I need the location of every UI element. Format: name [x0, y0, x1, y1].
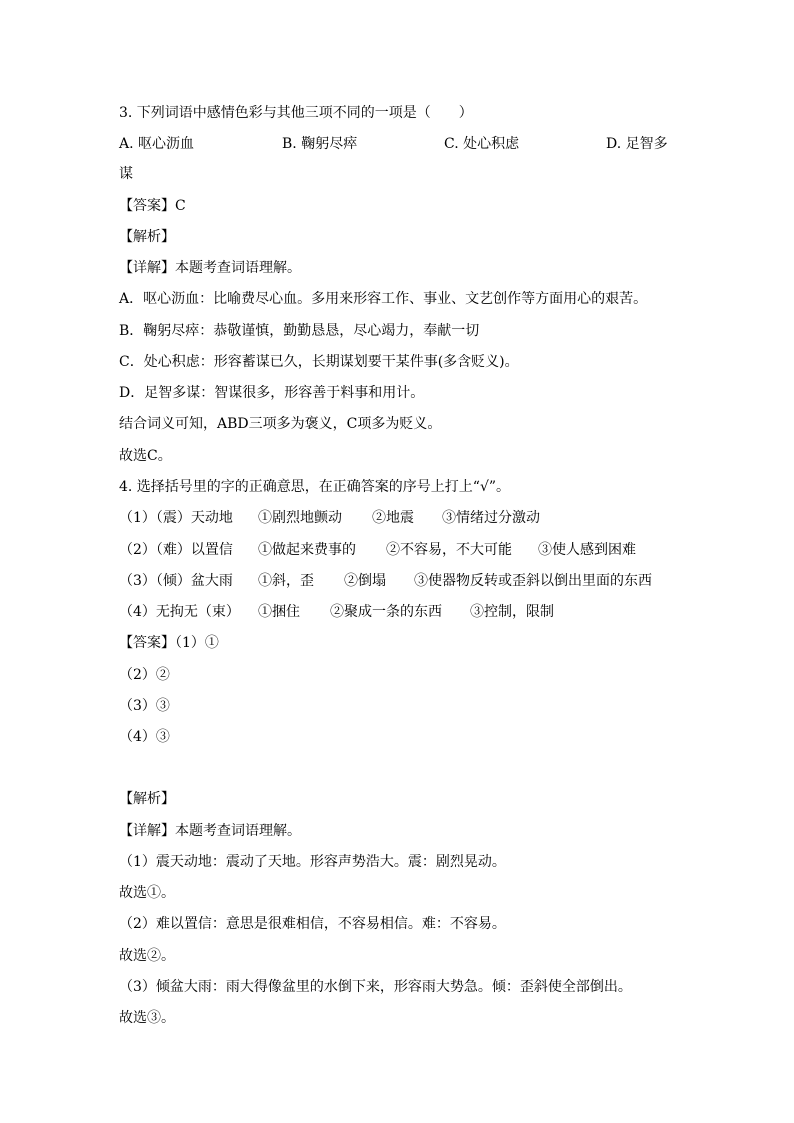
- q3-conclusion: 结合词义可知，ABD三项多为褒义，C项多为贬义。: [119, 416, 442, 432]
- q4-item-1-option-2: ②地震: [372, 510, 414, 526]
- q3-detail-a: A．呕心沥血：比喻费尽心血。多用来形容工作、事业、文艺创作等方面用心的艰苦。: [119, 291, 648, 307]
- q3-option-d: D. 足智多: [606, 136, 668, 152]
- q4-answer-2: （2）②: [119, 667, 170, 683]
- q4-answer-3: （3）③: [119, 698, 170, 714]
- q3-option-b: B. 鞠躬尽瘁: [282, 136, 358, 152]
- q4-item-2-option-1: ①做起来费事的: [258, 542, 356, 558]
- q4-detail-intro: 【详解】本题考查词语理解。: [119, 823, 301, 839]
- q4-choose-1: 故选①。: [119, 885, 175, 901]
- q4-analysis-title: 【解析】: [119, 791, 175, 807]
- q3-analysis-title: 【解析】: [119, 229, 175, 245]
- q4-item-1-option-1: ①剧烈地颤动: [258, 510, 342, 526]
- q4-item-3-label: （3）（倾）盆大雨: [119, 573, 233, 589]
- q4-item-2-option-3: ③使人感到困难: [538, 542, 636, 558]
- q3-answer: 【答案】C: [119, 198, 186, 214]
- q4-stem: 4. 选择括号里的字的正确意思，在正确答案的序号上打上“√”。: [119, 479, 511, 495]
- q4-item-4-option-2: ②聚成一条的东西: [330, 604, 442, 620]
- q4-item-3-option-1: ①斜，歪: [258, 573, 314, 589]
- q4-item-3-option-3: ③使器物反转或歪斜以倒出里面的东西: [414, 573, 652, 589]
- q3-detail-c: C．处心积虑：形容蓄谋已久，长期谋划要干某件事(多含贬义)。: [119, 354, 519, 370]
- q4-answer-4: （4）③: [119, 729, 170, 745]
- q4-item-4-label: （4）无拘无（束）: [119, 604, 240, 620]
- q3-option-c: C. 处心积虑: [444, 136, 520, 152]
- q3-detail-intro: 【详解】本题考查词语理解。: [119, 260, 301, 276]
- q3-choose: 故选C。: [119, 448, 172, 464]
- q3-option-a: A. 呕心沥血: [119, 136, 195, 152]
- q4-choose-2: 故选②。: [119, 948, 175, 964]
- q3-option-d-wrap: 谋: [119, 166, 133, 182]
- q3-detail-d: D．足智多谋：智谋很多，形容善于料事和用计。: [119, 385, 425, 401]
- q4-item-2-label: （2）（难）以置信: [119, 542, 233, 558]
- q3-stem: 3. 下列词语中感情色彩与其他三项不同的一项是（ ）: [119, 105, 473, 121]
- q4-answer-1: 【答案】（1）①: [119, 635, 219, 651]
- q3-detail-b: B．鞠躬尽瘁：恭敬谨慎，勤勤恳恳，尽心竭力，奉献一切: [119, 323, 480, 339]
- q4-item-1-label: （1）（震）天动地: [119, 510, 233, 526]
- q4-item-1-option-3: ③情绪过分激动: [442, 510, 540, 526]
- q4-detail-3: （3）倾盆大雨：雨大得像盆里的水倒下来，形容雨大势急。倾：歪斜使全部倒出。: [119, 979, 632, 995]
- q4-item-4-option-3: ③控制，限制: [470, 604, 554, 620]
- q4-item-3-option-2: ②倒塌: [344, 573, 386, 589]
- q4-item-4-option-1: ①捆住: [258, 604, 300, 620]
- q4-detail-1: （1）震天动地：震动了天地。形容声势浩大。震：剧烈晃动。: [119, 854, 506, 870]
- q4-item-2-option-2: ②不容易，不大可能: [386, 542, 512, 558]
- q4-choose-3: 故选③。: [119, 1010, 175, 1026]
- q4-detail-2: （2）难以置信：意思是很难相信，不容易相信。难：不容易。: [119, 916, 506, 932]
